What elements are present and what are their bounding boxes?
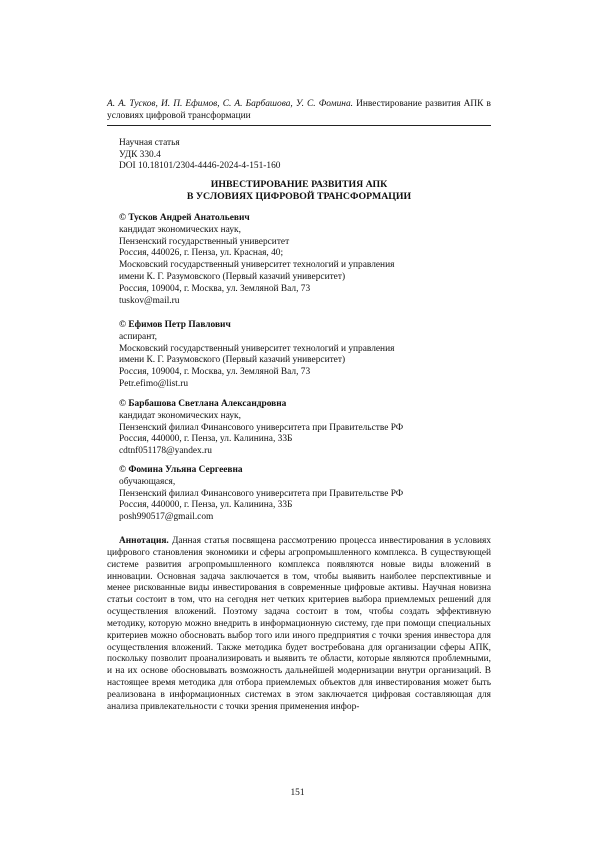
author-degree: кандидат экономических наук,: [119, 410, 241, 421]
author-affiliation: Пензенский государственный университет: [119, 236, 290, 247]
author-affiliation: Пензенский филиал Финансового университета при Правительстве РФ: [119, 422, 404, 433]
author-block: [119, 213, 489, 307]
author-affiliation: Пензенский филиал Финансового университета при Правительстве РФ: [119, 488, 404, 499]
doi: DOI 10.18101/2304-4446-2024-4-151-160: [119, 161, 281, 171]
abstract-text: Данная статья посвящена рассмотрению процесса инвестирования в условиях цифрового становления экономики и сферы агропромышленного комплекса. В существующей системе развития агропромышленного комплекса появляются новые виды вложений в инновации. Основная задача заключается в том, чтобы выявить наиболее перспективные и менее рискованные виды инвестирования в современные цифровые активы. Научная новизна статьи состоит в том, что на сегодня нет четких критериев выбора приемлемых решений для осуществления вложений. Поэтому задача состоит в том, чтобы создать эффективную методику, которую можно внедрить в информационную систему, где при помощи специальных критериев можно обосновать выбор того или иного предприятия с точки зрения инвестора для осуществления вложений. Также методика будет востребована для организации сферы АПК, поскольку позволит проанализировать и выявить те области, которые являются проблемными, и на их основе обосновывать возможность дальнейшей модернизации внутри организаций. В настоящее время методика для отбора приемлемых объектов для инвестирования может быть реализована в информационных системах в этом заключается цифровая составляющая для анализа привлекательности с точки зрения применения инфор-: [107, 536, 492, 712]
author-block: [119, 465, 489, 524]
author-address: Россия, 109004, г. Москва, ул. Земляной Вал, 73: [119, 283, 311, 294]
author-name: © Барбашова Светлана Александровна: [119, 399, 287, 409]
author-block: [119, 399, 489, 458]
author-affiliation: Московский государственный университет технологий и управления: [119, 260, 395, 271]
author-email: cdtnf051178@yandex.ru: [119, 446, 212, 457]
author-address: Россия, 440026, г. Пенза, ул. Красная, 40;: [119, 248, 284, 259]
author-affiliation: Московский государственный университет технологий и управления: [119, 343, 395, 354]
author-affiliation: имени К. Г. Разумовского (Первый казачий университет): [119, 355, 346, 366]
author-address: Россия, 440000, г. Пенза, ул. Калинина, 33Б: [119, 500, 293, 511]
author-email: tuskov@mail.ru: [119, 295, 180, 306]
author-name: © Тусков Андрей Анатольевич: [119, 213, 250, 223]
author-email: posh990517@gmail.com: [119, 512, 214, 523]
abstract-label: Аннотация.: [119, 536, 169, 546]
abstract: [107, 536, 491, 714]
header-divider: [107, 125, 491, 126]
author-block: [119, 320, 489, 391]
running-header: [107, 98, 491, 122]
author-email: Petr.efimo@list.ru: [119, 378, 189, 389]
author-name: © Фомина Ульяна Сергеевна: [119, 465, 243, 475]
title-line-2: В УСЛОВИЯХ ЦИФРОВОЙ ТРАНСФОРМАЦИИ: [186, 191, 412, 202]
article-meta: [119, 138, 280, 173]
title-line-1: ИНВЕСТИРОВАНИЕ РАЗВИТИЯ АПК: [210, 179, 388, 190]
udk-code: УДК 330.4: [119, 149, 161, 160]
author-affiliation: имени К. Г. Разумовского (Первый казачий университет): [119, 271, 346, 282]
header-title: Инвестирование развития АПК в условиях цифровой трансформации: [107, 99, 491, 121]
article-type: Научная статья: [119, 138, 180, 148]
article-title: [107, 179, 491, 203]
author-degree: кандидат экономических наук,: [119, 224, 241, 235]
author-name: © Ефимов Петр Павлович: [119, 320, 231, 330]
page-number: 151: [290, 788, 305, 798]
author-degree: обучающаяся,: [119, 476, 176, 487]
header-authors: А. А. Тусков, И. П. Ефимов, С. А. Барбашова, У. С. Фомина.: [107, 99, 353, 109]
author-address: Россия, 440000, г. Пенза, ул. Калинина, 33Б: [119, 434, 293, 445]
author-address: Россия, 109004, г. Москва, ул. Земляной Вал, 73: [119, 367, 311, 378]
author-degree: аспирант,: [119, 331, 157, 342]
